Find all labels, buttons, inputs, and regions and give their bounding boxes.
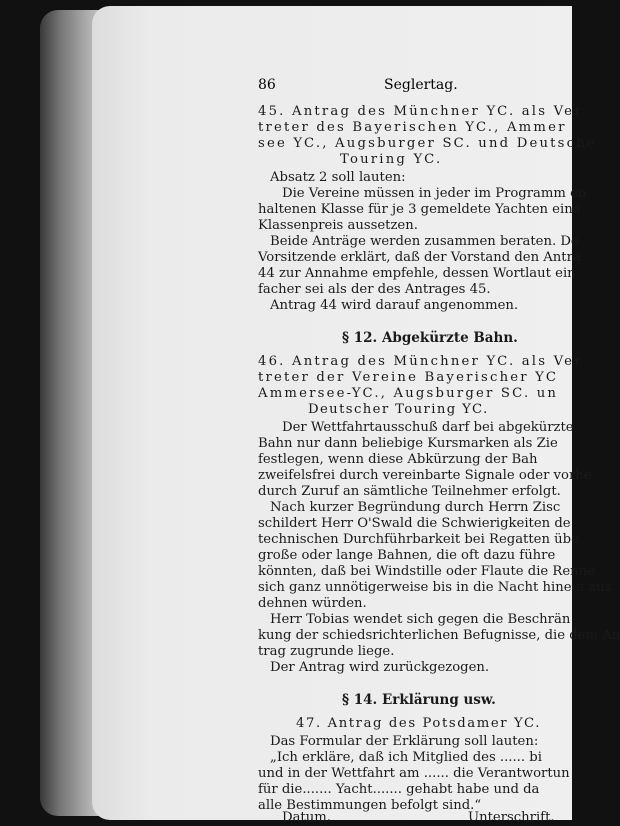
text-line: durch Zuruf an sämtliche Teilnehmer erfolgt. — [258, 484, 561, 499]
text-line: Klassenpreis aussetzen. — [258, 218, 418, 233]
text-line: große oder lange Bahnen, die oft dazu führe — [258, 548, 556, 563]
text-line: Beide Anträge werden zusammen beraten. De — [270, 234, 579, 249]
text-line: sich ganz unnötigerweise bis in die Nacht hinein aus — [258, 580, 612, 595]
text-line: trag zugrunde liege. — [258, 644, 395, 659]
text-line: Das Formular der Erklärung soll lauten: — [270, 734, 539, 749]
running-title: Seglertag. — [384, 77, 458, 93]
text-line: Deutscher Touring YC. — [308, 402, 489, 417]
text-line: Der Antrag wird zurückgezogen. — [270, 660, 490, 675]
text-line: für die....... Yacht....... gehabt habe und da — [258, 782, 540, 797]
page-number: 86 — [258, 77, 276, 93]
text-line: zweifelsfrei durch vereinbarte Signale oder vorhe — [258, 468, 592, 483]
text-line: alle Bestimmungen befolgt sind.“ — [258, 798, 482, 813]
text-line: Nach kurzer Begründung durch Herrn Zisc — [270, 500, 561, 515]
text-line: kung der schiedsrichterlichen Befugnisse, die dem An — [258, 628, 620, 643]
text-line: 44 zur Annahme empfehle, dessen Wortlaut ein — [258, 266, 576, 281]
text-line: facher sei als der des Antrages 45. — [258, 282, 491, 297]
text-line: haltenen Klasse für je 3 gemeldete Yachten eine — [258, 202, 581, 217]
date-label: Datum. — [282, 810, 331, 825]
signature-label: Unterschrift. — [468, 810, 555, 825]
text-line: Vorsitzende erklärt, daß der Vorstand den Antra — [258, 250, 581, 265]
text-line: festlegen, wenn diese Abkürzung der Bah — [258, 452, 538, 467]
text-line: Ammersee-YC., Augsburger SC. un — [258, 386, 559, 401]
text-line: „Ich erkläre, daß ich Mitglied des ...... bi — [270, 750, 542, 765]
text-line: könnten, daß bei Windstille oder Flaute die Renne — [258, 564, 595, 579]
text-line: technischen Durchführbarkeit bei Regatten übe — [258, 532, 579, 547]
text-line: Der Wettfahrtausschuß darf bei abgekürzte — [282, 420, 574, 435]
section-heading: § 12. Abgekürzte Bahn. — [342, 330, 518, 346]
text-line: Die Vereine müssen in jeder im Programm en — [282, 186, 587, 201]
text-line: treter der Vereine Bayerischer YC — [258, 370, 559, 385]
text-line: 45. Antrag des Münchner YC. als Ver — [258, 104, 583, 119]
text-line: Herr Tobias wendet sich gegen die Beschrän — [270, 612, 571, 627]
section-heading: § 14. Erklärung usw. — [342, 692, 496, 708]
text-line: Antrag 44 wird darauf angenommen. — [270, 298, 519, 313]
text-line: see YC., Augsburger SC. und Deutsche — [258, 136, 597, 151]
text-line: und in der Wettfahrt am ...... die Verantwortun — [258, 766, 570, 781]
text-line: Bahn nur dann beliebige Kursmarken als Zie — [258, 436, 558, 451]
text-line: 46. Antrag des Münchner YC. als Ver — [258, 354, 583, 369]
text-line: schildert Herr O'Swald die Schwierigkeiten de — [258, 516, 571, 531]
text-line: dehnen würden. — [258, 596, 367, 611]
text-line: Touring YC. — [340, 152, 443, 167]
text-line: 47. Antrag des Potsdamer YC. — [296, 716, 542, 731]
text-line: Absatz 2 soll lauten: — [270, 170, 406, 185]
text-line: treter des Bayerischen YC., Ammer — [258, 120, 567, 135]
